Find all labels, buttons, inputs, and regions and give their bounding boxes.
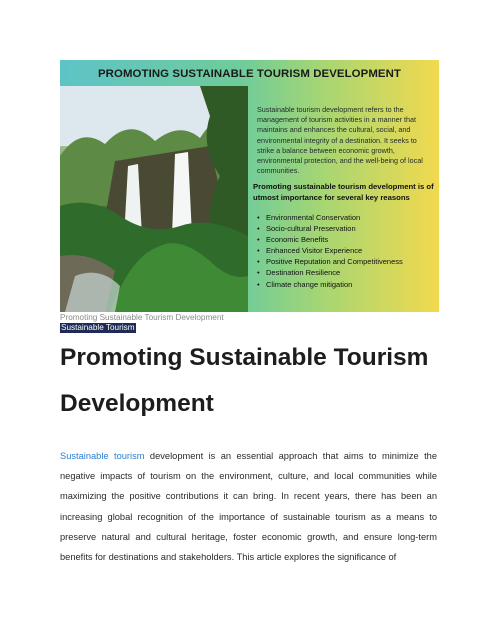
waterfall-illustration [60,86,248,312]
reason-item: • Socio-cultural Preservation [255,223,435,234]
category-tag[interactable]: Sustainable Tourism [61,323,135,332]
sustainable-tourism-link[interactable]: Sustainable tourism [60,451,145,461]
reason-item: • Economic Benefits [255,234,435,245]
reason-item: • Positive Reputation and Competitiveness [255,256,435,267]
banner-description: Sustainable tourism development refers to the management of tourism activities in a manner that maintains and enhances the cultural, social, and environmental integrity of a destination. It seeks to strike a balance between economic growth, environmental protection, and the well-being of local communities. [257,105,423,176]
reason-item: • Enhanced Visitor Experience [255,245,435,256]
reason-item: • Destination Resilience [255,267,435,278]
reasons-list [255,212,435,290]
article-title: Promoting Sustainable Tourism Development [60,344,429,417]
article-body [60,446,437,567]
waterfall-photo [60,86,248,312]
article-body-text: development is an essential approach that aims to minimize the negative impacts of tourism on the environment, culture, and local communities while maximizing the positive contributions it can bring. In recent years, there has been an increasing global recognition of the importance of sustainable tourism as a means to preserve natural and cultural heritage, foster economic growth, and ensure long-term benefits for destinations and stakeholders. This article explores the significance of [60,451,437,563]
banner-image [60,60,439,312]
banner-importance: Promoting sustainable tourism development is of utmost importance for several key reasons [253,182,434,202]
reason-item: • Environmental Conservation [255,212,435,223]
image-caption: Promoting Sustainable Tourism Development [60,313,224,322]
banner-title: PROMOTING SUSTAINABLE TOURISM DEVELOPMENT [97,68,401,80]
reason-item: • Climate change mitigation [255,279,435,290]
